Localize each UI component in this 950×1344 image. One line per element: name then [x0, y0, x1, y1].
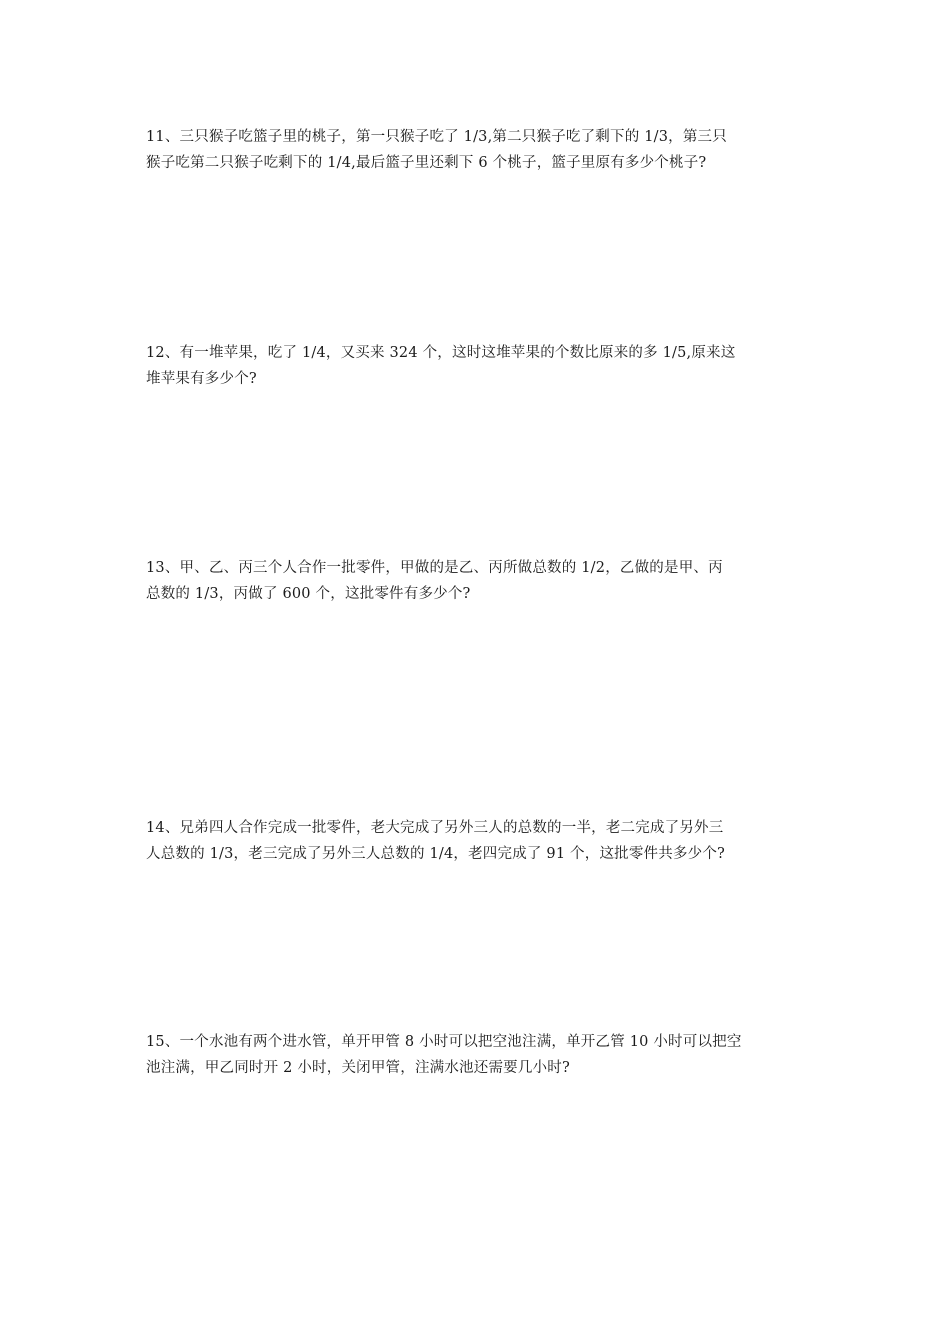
problem-15: [146, 1029, 811, 1081]
problem-11-line-2: 猴子吃第二只猴子吃剩下的 1/4,最后篮子里还剩下 6 个桃子，篮子里原有多少个桃子?: [146, 155, 707, 171]
problem-14-line-1: 14、兄弟四人合作完成一批零件，老大完成了另外三人的总数的一半，老二完成了另外三: [146, 820, 724, 836]
problem-12-line-2: 堆苹果有多少个?: [146, 371, 257, 387]
problem-11: [146, 124, 811, 176]
problem-13: [146, 555, 811, 607]
problem-12-line-1: 12、有一堆苹果，吃了 1/4，又买来 324 个，这时这堆苹果的个数比原来的多 1/5,原来这: [146, 345, 736, 361]
problem-13-line-2: 总数的 1/3，丙做了 600 个，这批零件有多少个?: [146, 586, 471, 602]
problem-15-line-1: 15、一个水池有两个进水管，单开甲管 8 小时可以把空池注满，单开乙管 10 小时可以把空: [146, 1034, 742, 1050]
problem-12: [146, 340, 811, 392]
problem-14: [146, 815, 811, 867]
problem-13-line-1: 13、甲、乙、丙三个人合作一批零件，甲做的是乙、丙所做总数的 1/2，乙做的是甲、丙: [146, 560, 723, 576]
problem-14-line-2: 人总数的 1/3，老三完成了另外三人总数的 1/4，老四完成了 91 个，这批零件共多少个?: [146, 846, 726, 862]
problem-15-line-2: 池注满，甲乙同时开 2 小时，关闭甲管，注满水池还需要几小时?: [146, 1060, 570, 1076]
problem-11-line-1: 11、三只猴子吃篮子里的桃子，第一只猴子吃了 1/3,第二只猴子吃了剩下的 1/3，第三只: [146, 129, 727, 145]
